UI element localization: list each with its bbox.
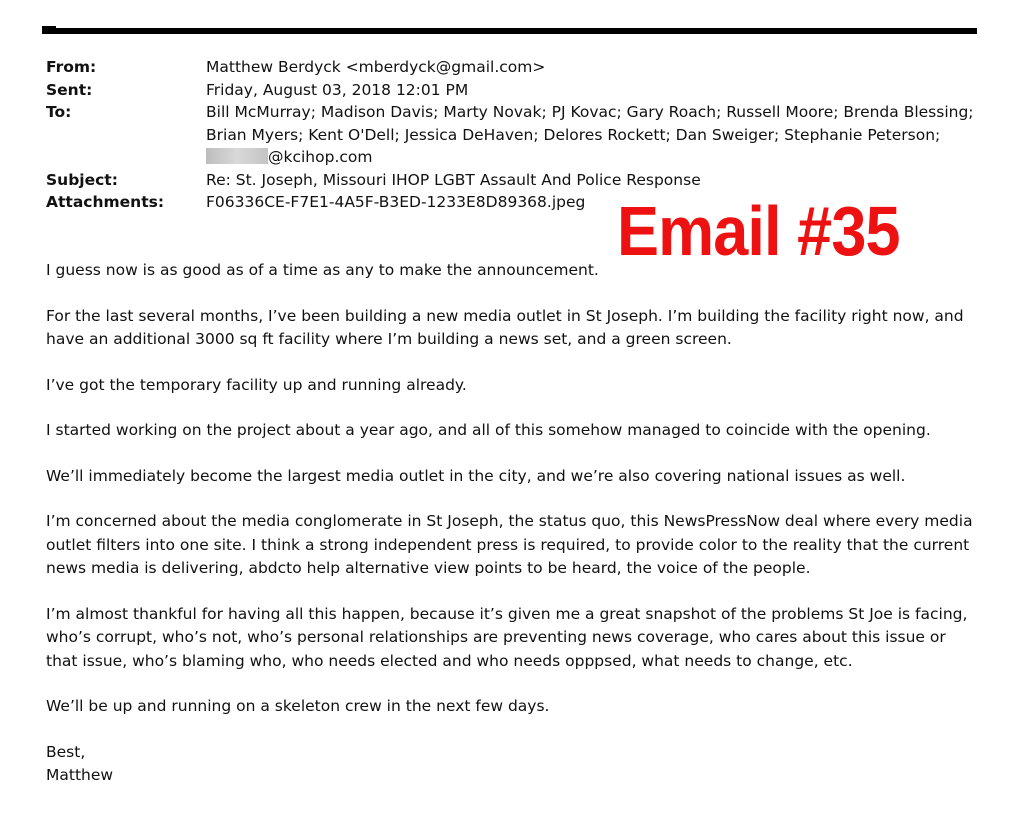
subject-value: Re: St. Joseph, Missouri IHOP LGBT Assault And Police Response: [206, 170, 701, 189]
sent-label: Sent:: [46, 80, 93, 99]
signature: Matthew: [46, 766, 114, 784]
top-rule: [42, 28, 977, 34]
redaction-block: [206, 148, 268, 164]
body-paragraph-8: We’ll be up and running on a skeleton crew in the next few days.: [46, 697, 550, 715]
subject-row: [46, 169, 976, 192]
body-paragraph-4: I started working on the project about a year ago, and all of this somehow managed to coincide with the opening.: [46, 421, 931, 439]
body-paragraph-5: We’ll immediately become the largest media outlet in the city, and we’re also covering national issues as well.: [46, 466, 906, 485]
to-value: [206, 101, 976, 169]
attachment-filename[interactable]: F06336CE-F7E1-4A5F-B3ED-1233E8D89368.jpeg: [206, 193, 586, 211]
body-paragraph-3: I’ve got the temporary facility up and running already.: [46, 375, 467, 394]
subject-label: Subject:: [46, 170, 118, 189]
email-headers: [46, 56, 976, 214]
from-label: From:: [46, 58, 97, 76]
to-line-3: [206, 146, 976, 169]
body-paragraph-6: I’m concerned about the media conglomerate in St Joseph, the status quo, this NewsPressNow deal where every media outlet filters into one site. I think a strong independent press is required, to provide color to the reality that the current news media is delivering, abdcto help alternative view points to be heard, the voice of the people.: [46, 512, 973, 577]
sent-row: [46, 79, 976, 102]
body-paragraph-7: I’m almost thankful for having all this happen, because it’s given me a great snapshot of the problems St Joe is facing, who’s corrupt, who’s not, who’s personal relationships are preventing news coverage, who cares about this issue or that issue, who’s blaming who, who needs elected and who needs opppsed, what needs to change, etc.: [46, 604, 968, 670]
to-line-1: Bill McMurray; Madison Davis; Marty Novak; PJ Kovac; Gary Roach; Russell Moore; Brenda Blessing;: [206, 103, 974, 121]
body-paragraph-2: For the last several months, I’ve been building a new media outlet in St Joseph. I’m building the facility right now, and have an additional 3000 sq ft facility where I’m building a news set, and a green screen.: [46, 306, 964, 348]
to-label: To:: [46, 103, 72, 121]
sent-value: Friday, August 03, 2018 12:01 PM: [206, 80, 469, 99]
to-row: [46, 101, 976, 169]
attachments-label: Attachments:: [46, 193, 165, 211]
email-number-stamp: Email #35: [617, 192, 900, 270]
body-paragraph-1: I guess now is as good as of a time as any to make the announcement.: [46, 261, 599, 279]
to-line-2: Brian Myers; Kent O'Dell; Jessica DeHaven; Delores Rockett; Dan Sweiger; Stephanie Peterson;: [206, 125, 941, 144]
closing: Best,: [46, 742, 86, 761]
from-value: Matthew Berdyck <mberdyck@gmail.com>: [206, 58, 546, 76]
email-body: [46, 259, 981, 788]
to-domain: @kcihop.com: [268, 148, 373, 166]
from-row: [46, 56, 976, 79]
